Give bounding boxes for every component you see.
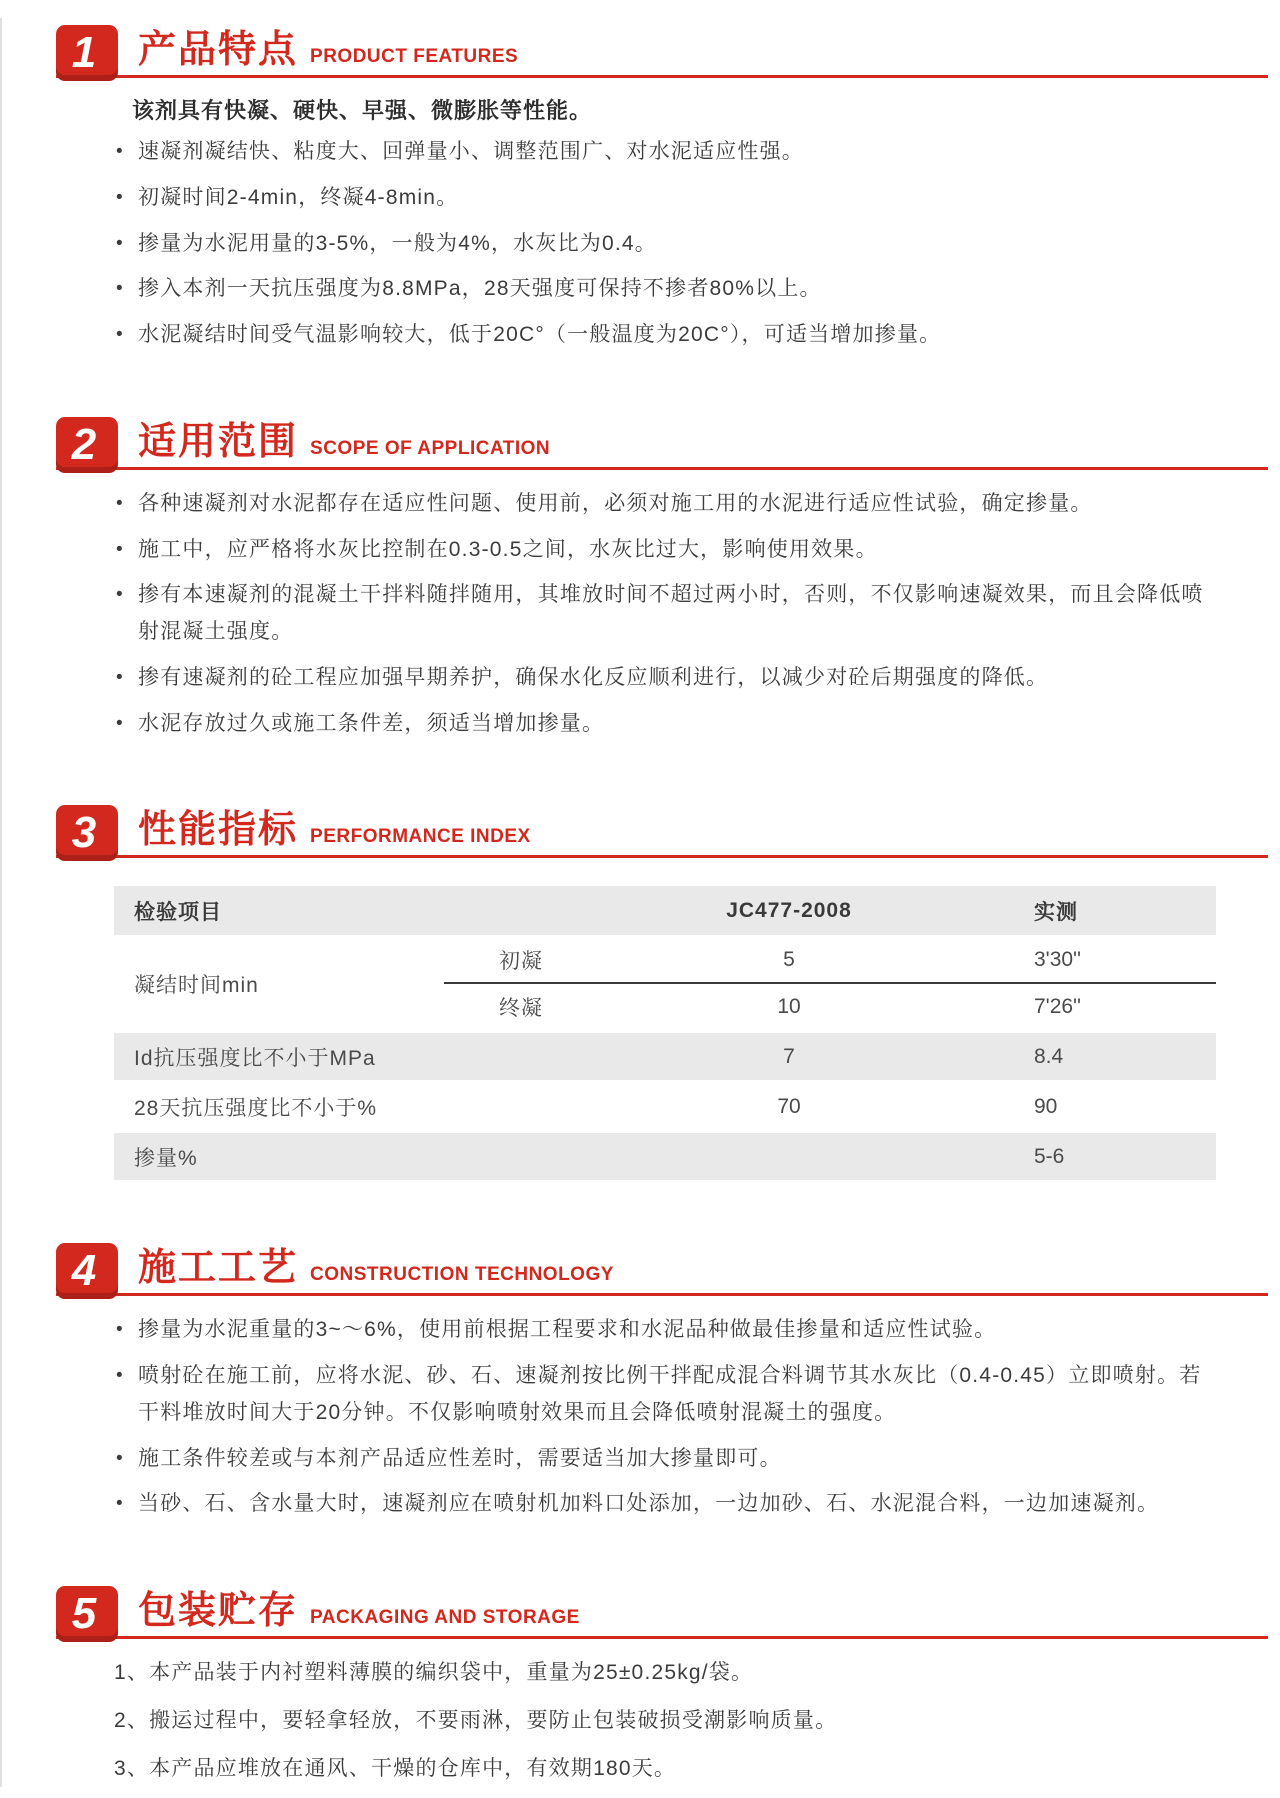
section-header [56, 798, 1268, 858]
table-row [444, 984, 1216, 1030]
table-header-measured: 实测 [1034, 900, 1078, 924]
section-header [56, 1236, 1268, 1296]
list-item: • 掺入本剂一天抗压强度为8.8MPa，28天强度可保持不掺者80%以上。 [114, 271, 1216, 308]
section-header [56, 18, 1268, 78]
section-header [56, 1579, 1268, 1639]
list-item: • 施工条件较差或与本剂产品适应性差时，需要适当加大掺量即可。 [114, 1441, 1216, 1478]
list-item: • 施工中，应严格将水灰比控制在0.3-0.5之间，水灰比过大，影响使用效果。 [114, 532, 1216, 569]
table-cell-measured: 5-6 [1034, 1144, 1065, 1168]
table-cell-measured: 3'30'' [1034, 948, 1082, 972]
table-cell-label: Id抗压强度比不小于MPa [134, 1046, 376, 1070]
table-cell-standard: 70 [777, 1094, 801, 1118]
list-item: 2、搬运过程中，要轻拿轻放，不要雨淋，要防止包装破损受潮影响质量。 [114, 1708, 838, 1732]
table-cell-measured: 90 [1034, 1094, 1058, 1118]
list-item: • 掺有本速凝剂的混凝土干拌料随拌随用，其堆放时间不超过两小时，否则，不仅影响速凝效果，而且会降低喷射混凝土强度。 [114, 577, 1216, 651]
section-title-zh: 包装贮存 [138, 1590, 299, 1632]
list-item: • 当砂、石、含水量大时，速凝剂应在喷射机加料口处添加，一边加砂、石、水泥混合料，一边加速凝剂。 [114, 1486, 1216, 1523]
table-cell-label: 28天抗压强度比不小于% [134, 1096, 378, 1120]
section-header [56, 410, 1268, 470]
page [0, 18, 1280, 1787]
table-header-row [114, 886, 1216, 935]
table-cell-standard: 5 [783, 948, 795, 972]
list-item: • 掺有速凝剂的砼工程应加强早期养护，确保水化反应顺利进行，以减少对砼后期强度的降低。 [114, 660, 1216, 697]
performance-table [114, 886, 1216, 1180]
list-item: • 速凝剂凝结快、粘度大、回弹量小、调整范围广、对水泥适应性强。 [114, 134, 1216, 171]
packaging-list [114, 1655, 1216, 1787]
list-item: • 水泥存放过久或施工条件差，须适当增加掺量。 [114, 706, 1216, 743]
list-item: 3、本产品应堆放在通风、干燥的仓库中，有效期180天。 [114, 1756, 677, 1780]
table-header-item: 检验项目 [134, 900, 222, 924]
features-bullet-list [114, 134, 1216, 354]
section-title-zh: 产品特点 [138, 29, 299, 71]
features-intro: 该剂具有快凝、硬快、早强、微膨胀等性能。 [132, 98, 593, 123]
table-row [114, 1133, 1216, 1180]
section-number-badge: 5 [56, 1586, 118, 1642]
table-cell-sub: 初凝 [499, 950, 543, 974]
section-content [114, 486, 1216, 743]
table-cell-label: 凝结时间min [134, 974, 259, 998]
section-performance-index [2, 798, 1280, 1180]
section-content [114, 1312, 1216, 1523]
section-title-en: SCOPE OF APPLICATION [310, 437, 551, 459]
section-number-badge: 4 [56, 1243, 118, 1299]
section-title-en: PACKAGING AND STORAGE [310, 1607, 580, 1628]
construction-bullet-list [114, 1312, 1216, 1523]
table-cell-standard: 10 [777, 995, 801, 1019]
setting-time-subrows [444, 938, 1216, 1030]
list-item: • 喷射砼在施工前，应将水泥、砂、石、速凝剂按比例干拌配成混合料调节其水灰比（0.4-0.45）立即喷射。若干料堆放时间大于20分钟。不仅影响喷射效果而且会降低喷射混凝土的强度。 [114, 1358, 1216, 1432]
section-title-en: PERFORMANCE INDEX [310, 826, 531, 848]
section-packaging [2, 1579, 1280, 1787]
list-item: • 各种速凝剂对水泥都存在适应性问题、使用前，必须对施工用的水泥进行适应性试验，确定掺量。 [114, 486, 1216, 523]
table-cell-sub: 终凝 [499, 997, 543, 1021]
table-cell-measured: 7'26'' [1034, 995, 1082, 1019]
table-row [114, 1033, 1216, 1080]
section-title-zh: 性能指标 [138, 809, 299, 852]
section-title-en: PRODUCT FEATURES [310, 46, 519, 67]
section-number-badge: 1 [56, 25, 118, 81]
table-row [444, 938, 1216, 984]
table-cell-label: 掺量% [134, 1146, 198, 1170]
section-construction [2, 1236, 1280, 1523]
list-item: • 水泥凝结时间受气温影响较大，低于20C°（一般温度为20C°），可适当增加掺量。 [114, 317, 1216, 354]
table-row [114, 1083, 1216, 1130]
section-title-zh: 施工工艺 [138, 1247, 299, 1290]
table-cell-measured: 8.4 [1034, 1044, 1064, 1068]
list-item: • 掺量为水泥用量的3-5%，一般为4%，水灰比为0.4。 [114, 226, 1216, 263]
list-item: 1、本产品装于内衬塑料薄膜的编织袋中，重量为25±0.25kg/袋。 [114, 1661, 754, 1684]
section-title-zh: 适用范围 [138, 420, 299, 463]
section-scope [2, 410, 1280, 743]
section-number-badge: 2 [56, 417, 118, 473]
section-title-en: CONSTRUCTION TECHNOLOGY [310, 1264, 614, 1286]
section-content [114, 94, 1216, 354]
table-cell-standard: 7 [783, 1044, 795, 1068]
list-item: • 初凝时间2-4min，终凝4-8min。 [114, 180, 1216, 217]
list-item: • 掺量为水泥重量的3~～6%，使用前根据工程要求和水泥品种做最佳掺量和适应性试验。 [114, 1312, 1216, 1349]
scope-bullet-list [114, 486, 1216, 743]
section-product-features [2, 18, 1280, 354]
table-header-standard: JC477-2008 [726, 898, 852, 922]
table-setting-time-block [114, 938, 1216, 1030]
section-number-badge: 3 [56, 805, 118, 861]
